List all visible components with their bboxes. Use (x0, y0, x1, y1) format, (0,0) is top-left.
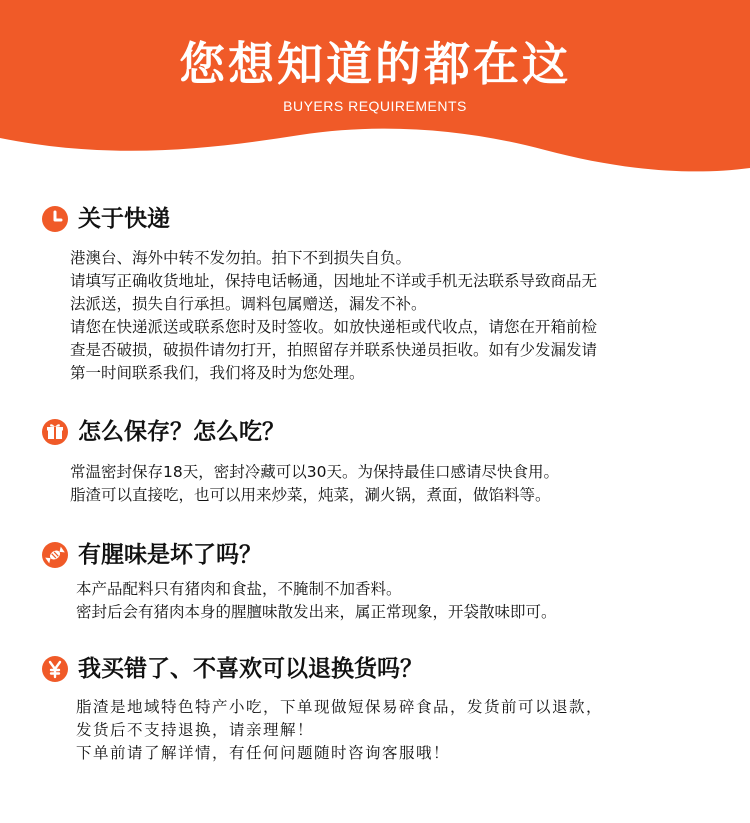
section-body (76, 696, 603, 765)
section-body (70, 461, 559, 507)
yen-icon (42, 656, 68, 682)
section-body (76, 578, 557, 624)
section-title: 有腥味是坏了吗？ (78, 542, 262, 568)
page-title: 您想知道的都在这 (179, 37, 571, 91)
body-line: 第一时间联系我们，我们将及时为您处理。 (70, 364, 365, 382)
section-title: 我买错了、不喜欢可以退换货吗？ (78, 656, 423, 682)
candy-icon (42, 542, 68, 568)
section-body (70, 247, 597, 385)
body-line: 查是否破损，破损件请勿打开，拍照留存并联系快递员拒收。如有少发漏发请 (70, 341, 598, 359)
body-line: 常温密封保存18天，密封冷藏可以30天。为保持最佳口感请尽快食用。 (70, 463, 559, 481)
gift-box-icon (42, 419, 68, 445)
page-subtitle: BUYERS REQUIREMENTS (283, 98, 467, 114)
body-line: 请您在快递派送或联系您时及时签收。如放快递柜或代收点，请您在开箱前检 (70, 318, 598, 336)
body-line: 本产品配料只有猪肉和食盐，不腌制不加香料。 (76, 580, 402, 598)
body-line: 脂渣可以直接吃，也可以用来炒菜，炖菜，涮火锅，煮面，做馅料等。 (70, 486, 551, 504)
clock-icon (42, 206, 68, 232)
body-line: 港澳台、海外中转不发勿拍。拍下不到损失自负。 (70, 249, 412, 267)
body-line: 请填写正确收货地址，保持电话畅通，因地址不详或手机无法联系导致商品无 (70, 272, 598, 290)
body-line: 脂渣是地域特色特产小吃，下单现做短保易碎食品，发货前可以退款， (76, 698, 604, 716)
body-line: 下单前请了解详情，有任何问题随时咨询客服哦！ (76, 744, 451, 762)
body-line: 密封后会有猪肉本身的腥膻味散发出来，属正常现象，开袋散味即可。 (76, 603, 557, 621)
body-line: 法派送，损失自行承担。调料包属赠送，漏发不补。 (70, 295, 427, 313)
section-title: 关于快递 (78, 206, 170, 232)
section-title: 怎么保存？怎么吃？ (78, 419, 285, 445)
body-line: 发货后不支持退换，请亲理解！ (76, 721, 315, 739)
header-banner (0, 0, 750, 175)
